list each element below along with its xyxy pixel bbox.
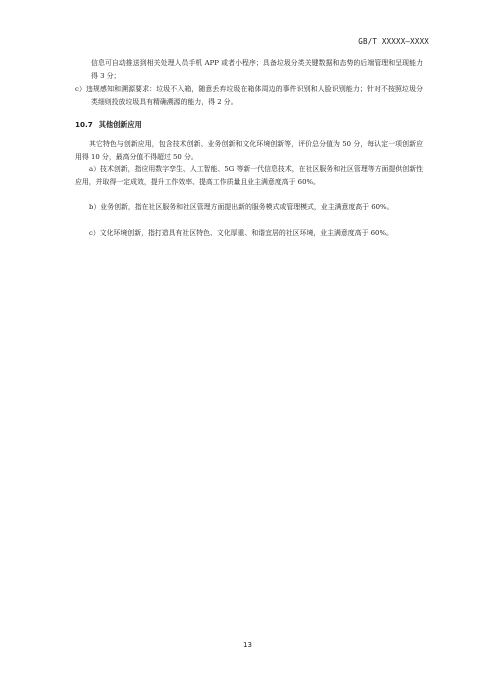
section-heading bbox=[75, 120, 148, 130]
item-b-business-innovation: b）业务创新，指在社区服务和社区管理方面提出新的服务模式或管理模式，业主满意度高于 60%。 bbox=[89, 203, 394, 211]
continuation-paragraph-2: c）违规感知和溯源要求：垃圾不入箱，随意丢弃垃圾在箱体周边的事件识别和人脸识别能力；针对不按照垃圾分类细则投放垃圾具有精确溯源的能力，得 2 分。 bbox=[75, 85, 423, 106]
section-title: 其他创新应用 bbox=[98, 120, 142, 129]
document-id-header: GB/T XXXXX—XXXX bbox=[358, 37, 429, 46]
item-a-technology-innovation: a）技术创新，指应用数字孪生、人工智能、5G 等新一代信息技术，在社区服务和社区管理等方面提供创新性应用，并取得一定成效，提升工作效率、提高工作质量且业主满意度高于 60%。 bbox=[75, 165, 423, 186]
page-number: 13 bbox=[243, 641, 252, 649]
section-number: 10.7 bbox=[75, 120, 93, 129]
item-c-culture-innovation: c）文化环境创新，指打造具有社区特色、文化厚重、和谐宜居的社区环境，业主满意度高于 60%。 bbox=[89, 229, 393, 237]
section-intro: 其它特色与创新应用，包含技术创新、业务创新和文化环境创新等，评价总分值为 50 分，每认定一项创新应用得 10 分，最高分值不得超过 50 分。 bbox=[75, 140, 423, 161]
continuation-paragraph-1: 信息可自动推送到相关处理人员手机 APP 或者小程序；具备垃圾分类关键数据和态势的后端管理和呈现能力 得 3 分； bbox=[91, 59, 423, 80]
